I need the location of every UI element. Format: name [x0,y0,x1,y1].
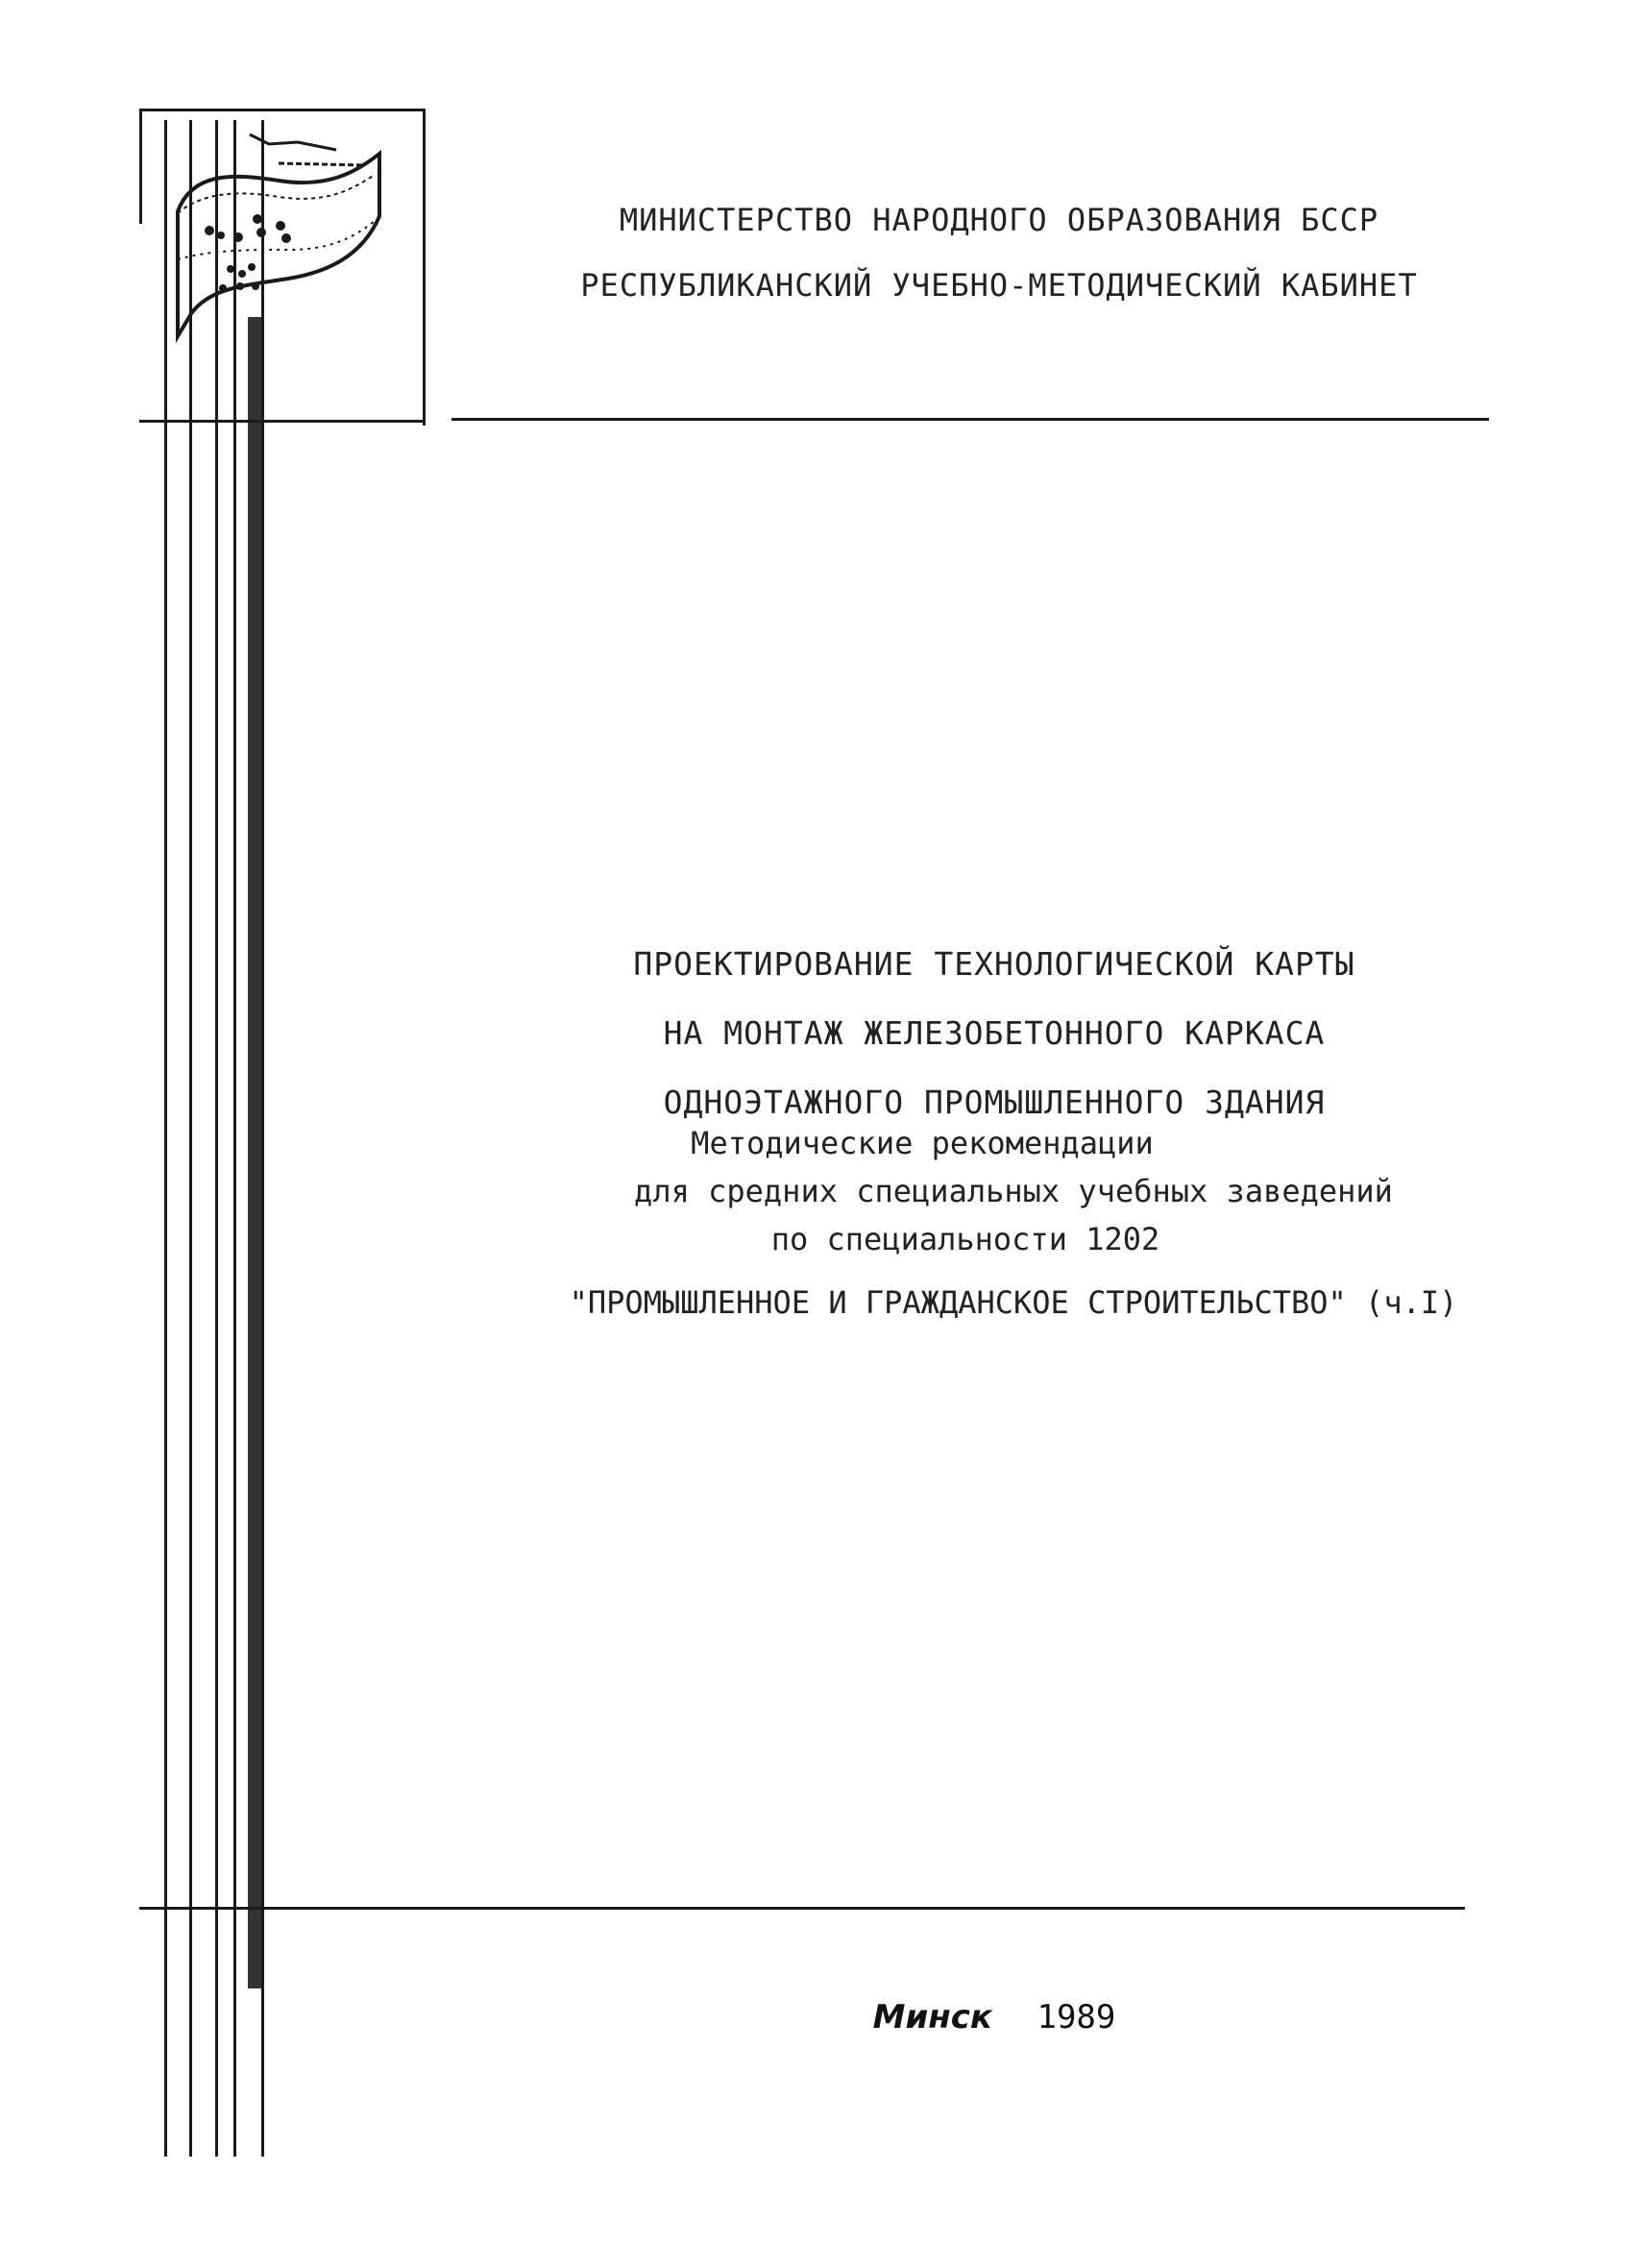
title-line-3: ОДНОЭТАЖНОГО ПРОМЫШЛЕННОГО ЗДАНИЯ [663,1084,1326,1121]
ornament-rule [233,120,236,2157]
ornament-rule-thick [248,317,261,1988]
cabinet-name: РЕСПУБЛИКАНСКИЙ УЧЕБНО-МЕТОДИЧЕСКИЙ КАБИНЕТ [580,267,1418,304]
ornament-rule [164,120,167,2157]
subtitle-line-2: для средних специальных учебных заведений [634,1173,1393,1209]
document-subtitle [500,1119,1489,1327]
emblem-flag-icon [134,106,442,413]
ministry-name: МИНИСТЕРСТВО НАРОДНОГО ОБРАЗОВАНИЯ БССР [619,202,1379,238]
footer-rule [139,1907,1465,1910]
header-rule [139,420,426,423]
document-title [500,930,1489,1137]
title-line-1: ПРОЕКТИРОВАНИЕ ТЕХНОЛОГИЧЕСКОЙ КАРТЫ [633,945,1355,983]
ornament-rule [189,120,192,2157]
publication-year: 1989 [1036,1998,1116,2036]
subtitle-line-3: по специальности 1202 [770,1221,1160,1257]
subtitle-line-1: Методические рекомендации [691,1125,1154,1161]
subtitle-line-4: "ПРОМЫШЛЕННОЕ И ГРАЖДАНСКОЕ СТРОИТЕЛЬСТВО" (ч.I) [569,1284,1458,1321]
imprint [500,1998,1489,2036]
publication-city: Минск [872,1998,992,2036]
title-line-2: НА МОНТАЖ ЖЕЛЕЗОБЕТОННОГО КАРКАСА [663,1014,1326,1052]
header-rule [451,418,1489,421]
ornament-rule [215,120,218,2157]
ornament-rule [261,120,264,2157]
issuer-header [509,187,1489,318]
